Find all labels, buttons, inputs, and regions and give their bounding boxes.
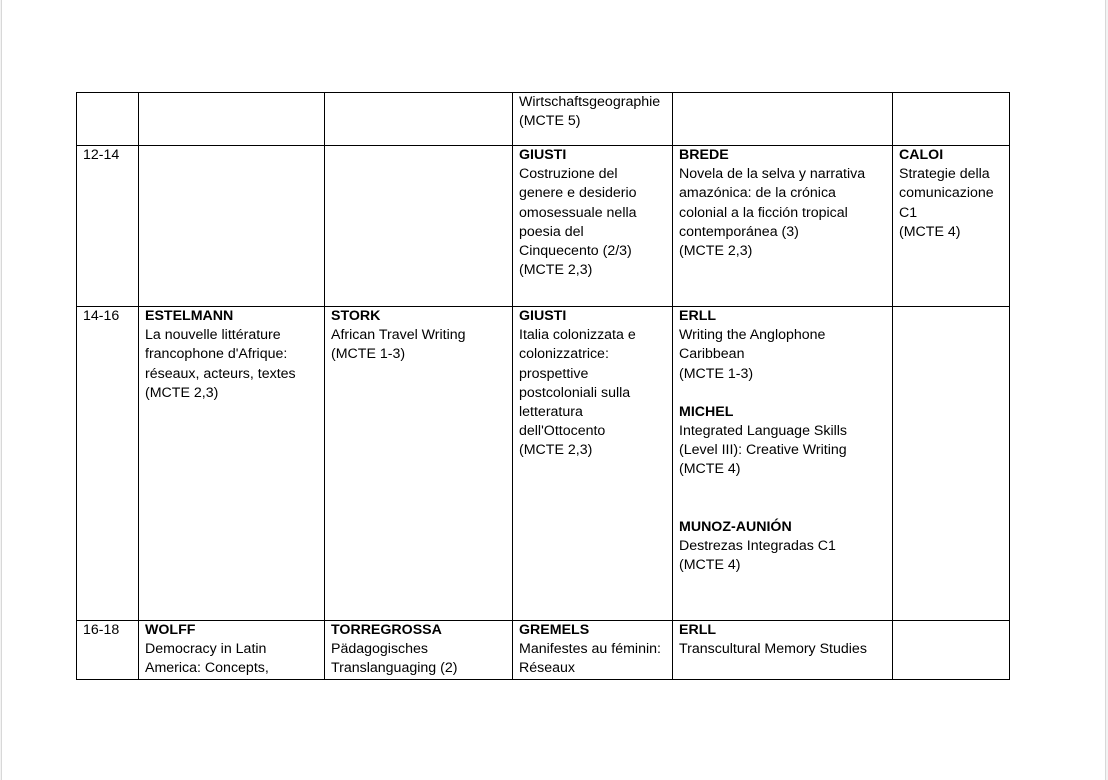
- course-cell: [513, 621, 673, 680]
- lecturer-name: MUNOZ-AUNIÓN: [679, 518, 792, 535]
- course-cell: [893, 146, 1010, 307]
- course-cell: [513, 146, 673, 307]
- lecturer-name: ESTELMANN: [145, 308, 234, 324]
- course-title: Novela de la selva y narrativa amazónica: de la crónica colonial a la ficción tropical contemporánea (3) (MCTE 2,3): [679, 166, 866, 260]
- course-cell: [893, 621, 1010, 680]
- table-row: [77, 621, 1010, 680]
- course-cell: [673, 146, 893, 307]
- lecturer-name: ERLL: [679, 308, 717, 324]
- course-title: Writing the Anglophone Caribbean (MCTE 1-3): [679, 327, 826, 382]
- course-title: Wirtschaftsgeographie (MCTE 5): [519, 94, 661, 130]
- lecturer-name: CALOI: [899, 147, 944, 163]
- course-title: Manifestes au féminin: Réseaux: [519, 641, 661, 677]
- course-schedule-table: [76, 92, 1010, 680]
- course-cell: [325, 621, 513, 680]
- course-title: Italia colonizzata e colonizzatrice: prospettive postcoloniali sulla letteratura dell'Ottocento (MCTE 2,3): [519, 327, 636, 459]
- course-cell: [139, 146, 325, 307]
- document-page: [1, 0, 1106, 780]
- table-row: [77, 146, 1010, 307]
- lecturer-name: ERLL: [679, 622, 717, 638]
- time-slot-cell: 16-18: [77, 621, 139, 680]
- course-cell: [893, 307, 1010, 621]
- course-cell: [325, 146, 513, 307]
- lecturer-name: TORREGROSSA: [331, 622, 442, 638]
- course-title: Integrated Language Skills (Level III): Creative Writing (MCTE 4): [679, 423, 848, 478]
- course-title: Pädagogisches Translanguaging (2): [331, 641, 458, 677]
- course-cell: [139, 621, 325, 680]
- course-cell: [513, 93, 673, 146]
- lecturer-name: MICHEL: [679, 403, 734, 420]
- lecturer-name: BREDE: [679, 147, 729, 163]
- time-slot-cell: [77, 93, 139, 146]
- course-title: Democracy in Latin America: Concepts,: [145, 641, 269, 677]
- course-cell: [673, 93, 893, 146]
- course-cell: [139, 307, 325, 621]
- course-title: Transcultural Memory Studies: [679, 641, 867, 658]
- time-slot-cell: 12-14: [77, 146, 139, 307]
- course-cell: [513, 307, 673, 621]
- course-title: Costruzione del genere e desiderio omosessuale nella poesia del Cinquecento (2/3) (MCTE 2,3): [519, 166, 637, 279]
- course-cell: [325, 93, 513, 146]
- course-cell: [893, 93, 1010, 146]
- lecturer-name: STORK: [331, 308, 381, 324]
- course-cell: [139, 93, 325, 146]
- table-row: [77, 93, 1010, 146]
- table-row: [77, 307, 1010, 621]
- lecturer-name: WOLFF: [145, 622, 196, 638]
- time-slot-cell: 14-16: [77, 307, 139, 621]
- course-title: Strategie della comunicazione C1 (MCTE 4): [899, 166, 994, 240]
- lecturer-name: GIUSTI: [519, 147, 567, 163]
- course-title: African Travel Writing (MCTE 1-3): [331, 327, 466, 363]
- course-title: La nouvelle littérature francophone d'Afrique: réseaux, acteurs, textes (MCTE 2,3): [145, 327, 296, 401]
- lecturer-name: GREMELS: [519, 622, 590, 638]
- lecturer-name: GIUSTI: [519, 308, 567, 324]
- course-cell: [673, 307, 893, 621]
- course-cell: [325, 307, 513, 621]
- course-cell: [673, 621, 893, 680]
- course-title: Destrezas Integradas C1 (MCTE 4): [679, 537, 836, 574]
